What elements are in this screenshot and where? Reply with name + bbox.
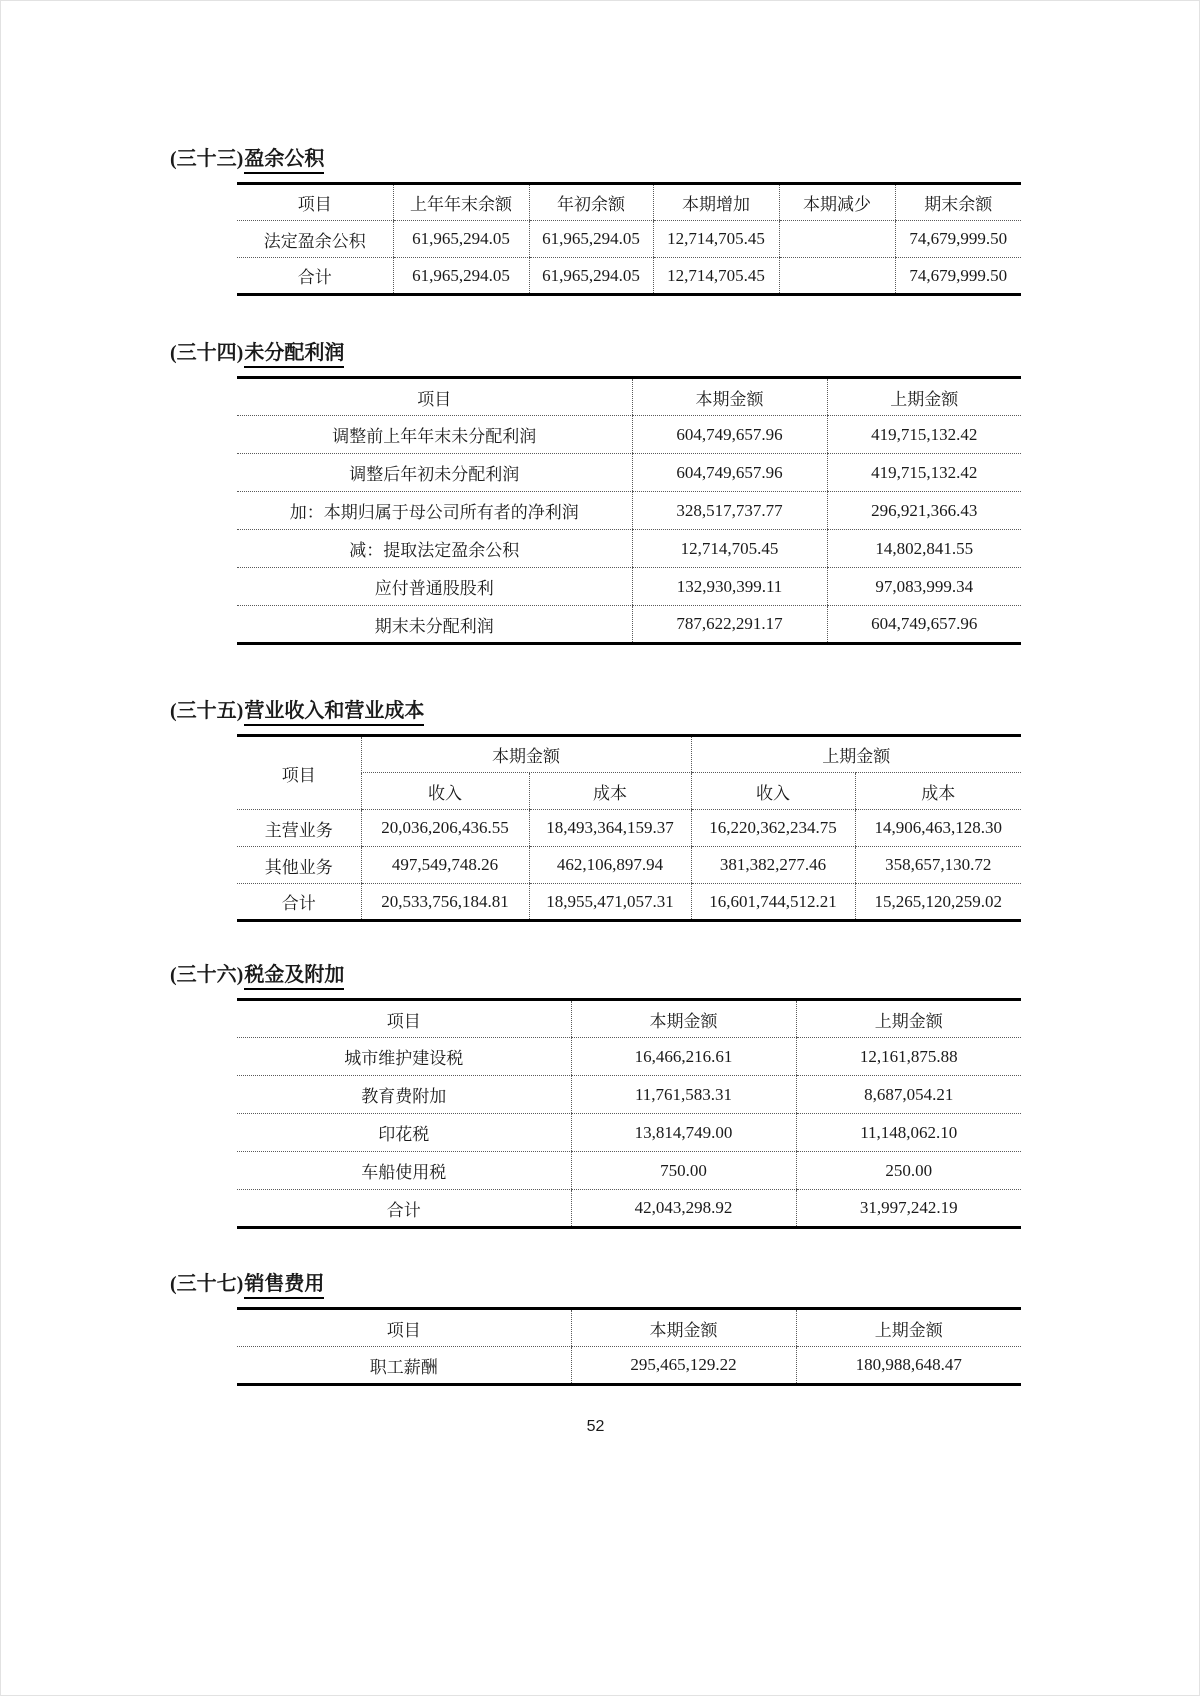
col-header: 上期金额 xyxy=(827,378,1021,416)
table-row xyxy=(237,530,1021,568)
section-revenue-cost xyxy=(170,698,1200,922)
cell-value: 61,965,294.05 xyxy=(529,258,653,295)
col-header: 年初余额 xyxy=(529,184,653,221)
page-number: 52 xyxy=(586,1418,605,1435)
cell-value: 462,106,897.94 xyxy=(529,847,691,884)
cell-value: 419,715,132.42 xyxy=(827,416,1021,454)
col-header: 成本 xyxy=(529,773,691,810)
row-label: 车船使用税 xyxy=(237,1152,571,1190)
cell-value: 61,965,294.05 xyxy=(393,221,529,258)
cell-value: 16,601,744,512.21 xyxy=(691,884,855,921)
col-group-header: 本期金额 xyxy=(361,736,691,773)
cell-value: 12,161,875.88 xyxy=(796,1038,1021,1076)
taxes-surcharges-table xyxy=(237,998,1021,1229)
col-header: 上期金额 xyxy=(796,1000,1021,1038)
cell-value: 787,622,291.17 xyxy=(632,606,827,644)
cell-value: 31,997,242.19 xyxy=(796,1190,1021,1228)
section-heading: 营业收入和营业成本 xyxy=(244,698,424,726)
section-heading: 未分配利润 xyxy=(244,340,344,368)
section-title xyxy=(170,698,1200,726)
cell-value xyxy=(779,221,895,258)
cell-value: 13,814,749.00 xyxy=(571,1114,796,1152)
cell-value: 180,988,648.47 xyxy=(796,1347,1021,1385)
row-label: 其他业务 xyxy=(237,847,361,884)
cell-value: 604,749,657.96 xyxy=(632,454,827,492)
cell-value: 358,657,130.72 xyxy=(855,847,1021,884)
row-label: 合计 xyxy=(297,268,332,287)
col-header: 项目 xyxy=(237,1309,571,1347)
selling-expenses-table xyxy=(237,1307,1021,1386)
col-header: 本期增加 xyxy=(653,184,779,221)
col-header: 本期减少 xyxy=(779,184,895,221)
header-row xyxy=(237,1309,1021,1347)
col-header: 收入 xyxy=(361,773,529,810)
col-header: 项目 xyxy=(237,184,393,221)
table-row xyxy=(237,606,1021,644)
header-row xyxy=(237,1000,1021,1038)
col-header: 本期金额 xyxy=(571,1000,796,1038)
section-heading: 销售费用 xyxy=(244,1271,324,1299)
cell-value: 61,965,294.05 xyxy=(393,258,529,295)
col-group-header: 上期金额 xyxy=(691,736,1021,773)
col-header: 项目 xyxy=(237,1000,571,1038)
cell-value: 14,802,841.55 xyxy=(827,530,1021,568)
cell-value: 20,036,206,436.55 xyxy=(361,810,529,847)
cell-value: 97,083,999.34 xyxy=(827,568,1021,606)
table-row xyxy=(237,454,1021,492)
cell-value: 8,687,054.21 xyxy=(796,1076,1021,1114)
cell-value: 132,930,399.11 xyxy=(632,568,827,606)
undistributed-profit-table xyxy=(237,376,1021,645)
table-row xyxy=(237,1152,1021,1190)
cell-value: 18,955,471,057.31 xyxy=(529,884,691,921)
row-label: 期末未分配利润 xyxy=(374,616,494,636)
section-surplus-reserve xyxy=(170,146,1200,296)
section-number: (三十五) xyxy=(170,700,244,722)
section-number: (三十六) xyxy=(170,964,244,986)
col-header: 收入 xyxy=(691,773,855,810)
section-taxes-surcharges xyxy=(170,962,1200,1229)
cell-value: 14,906,463,128.30 xyxy=(855,810,1021,847)
cell-value: 295,465,129.22 xyxy=(571,1347,796,1385)
table-row xyxy=(237,492,1021,530)
section-heading: 盈余公积 xyxy=(244,146,324,174)
section-heading: 税金及附加 xyxy=(244,962,344,990)
table-row-total xyxy=(237,258,1021,295)
section-undistributed-profit xyxy=(170,340,1200,645)
row-label: 城市维护建设税 xyxy=(237,1038,571,1076)
cell-value: 74,679,999.50 xyxy=(895,221,1021,258)
header-row xyxy=(237,184,1021,221)
col-header: 项目 xyxy=(237,378,632,416)
cell-value: 604,749,657.96 xyxy=(632,416,827,454)
table-row xyxy=(237,1076,1021,1114)
cell-value: 12,714,705.45 xyxy=(653,258,779,295)
revenue-cost-table xyxy=(237,734,1021,922)
cell-value: 74,679,999.50 xyxy=(895,258,1021,295)
row-label: 加：本期归属于母公司所有者的净利润 xyxy=(237,492,632,530)
cell-value: 18,493,364,159.37 xyxy=(529,810,691,847)
cell-value: 381,382,277.46 xyxy=(691,847,855,884)
row-label: 应付普通股股利 xyxy=(237,568,632,606)
table-row xyxy=(237,416,1021,454)
section-number: (三十三) xyxy=(170,148,244,170)
row-label: 减：提取法定盈余公积 xyxy=(237,530,632,568)
cell-value: 16,466,216.61 xyxy=(571,1038,796,1076)
section-title xyxy=(170,340,1200,368)
cell-value: 750.00 xyxy=(571,1152,796,1190)
col-header: 本期金额 xyxy=(632,378,827,416)
row-label: 调整后年初未分配利润 xyxy=(237,454,632,492)
surplus-reserve-table xyxy=(237,182,1021,296)
row-label: 法定盈余公积 xyxy=(237,221,393,258)
row-label: 合计 xyxy=(281,894,316,913)
row-label: 教育费附加 xyxy=(237,1076,571,1114)
header-row xyxy=(237,378,1021,416)
col-header: 本期金额 xyxy=(571,1309,796,1347)
section-number: (三十四) xyxy=(170,342,244,364)
cell-value: 11,148,062.10 xyxy=(796,1114,1021,1152)
section-number: (三十七) xyxy=(170,1273,244,1295)
cell-value: 61,965,294.05 xyxy=(529,221,653,258)
cell-value: 16,220,362,234.75 xyxy=(691,810,855,847)
table-row xyxy=(237,221,1021,258)
col-header: 上期金额 xyxy=(796,1309,1021,1347)
col-header: 成本 xyxy=(855,773,1021,810)
table-row xyxy=(237,1038,1021,1076)
cell-value: 296,921,366.43 xyxy=(827,492,1021,530)
table-row xyxy=(237,810,1021,847)
header-group-row xyxy=(237,736,1021,773)
table-row-total xyxy=(237,1190,1021,1228)
table-row xyxy=(237,847,1021,884)
row-label: 职工薪酬 xyxy=(369,1357,438,1377)
col-header: 期末余额 xyxy=(895,184,1021,221)
table-row xyxy=(237,1114,1021,1152)
cell-value: 328,517,737.77 xyxy=(632,492,827,530)
table-row-total xyxy=(237,884,1021,921)
cell-value: 20,533,756,184.81 xyxy=(361,884,529,921)
row-label: 合计 xyxy=(386,1200,421,1220)
cell-value: 497,549,748.26 xyxy=(361,847,529,884)
section-title xyxy=(170,962,1200,990)
row-label: 印花税 xyxy=(237,1114,571,1152)
cell-value: 42,043,298.92 xyxy=(571,1190,796,1228)
row-label: 主营业务 xyxy=(237,810,361,847)
cell-value: 419,715,132.42 xyxy=(827,454,1021,492)
col-header: 项目 xyxy=(237,736,361,810)
section-title xyxy=(170,1271,1200,1299)
cell-value: 12,714,705.45 xyxy=(632,530,827,568)
cell-value: 12,714,705.45 xyxy=(653,221,779,258)
cell-value: 15,265,120,259.02 xyxy=(855,884,1021,921)
section-title xyxy=(170,146,1200,174)
table-row xyxy=(237,568,1021,606)
cell-value: 250.00 xyxy=(796,1152,1021,1190)
row-label: 调整前上年年末未分配利润 xyxy=(237,416,632,454)
cell-value: 11,761,583.31 xyxy=(571,1076,796,1114)
table-row xyxy=(237,1347,1021,1385)
section-selling-expenses xyxy=(170,1271,1200,1386)
col-header: 上年年末余额 xyxy=(393,184,529,221)
cell-value xyxy=(779,258,895,295)
cell-value: 604,749,657.96 xyxy=(827,606,1021,644)
